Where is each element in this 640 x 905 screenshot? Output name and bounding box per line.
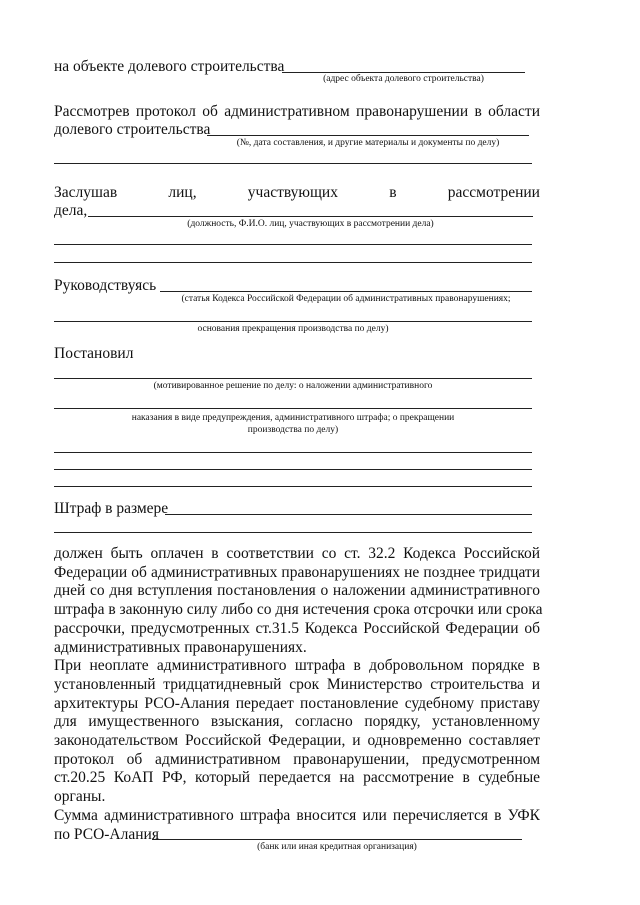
reviewed-label: долевого строительства (54, 121, 211, 138)
decision-hint-3: производства по делу) (247, 425, 339, 435)
heard-line-1 (54, 184, 540, 202)
nonpayment-line: законодательством Российской Федерации, и одновременно составляет (54, 732, 540, 749)
nonpayment-line: При неоплате административного штрафа в добровольном порядке в (54, 657, 540, 675)
protocol-details-field[interactable] (207, 135, 529, 136)
decision-hint-2: наказания в виде предупреждения, административного штрафа; о прекращении (131, 413, 455, 423)
sum-label: по РСО-Алания (54, 825, 159, 843)
heard-label: дела, (54, 202, 88, 219)
participants-hint: (должность, Ф.И.О. лиц, участвующих в рассмотрении дела) (187, 219, 434, 229)
nonpayment-line: протокол об административном правонарушении, предусмотренном (54, 750, 540, 768)
object-label: на объекте долевого строительства (54, 58, 285, 75)
participants-field-2[interactable] (54, 244, 532, 245)
protocol-details-hint: (№, дата составления, и другие материалы и документы по делу) (236, 138, 500, 148)
heard-word: рассмотрении (447, 184, 540, 201)
participants-field-3[interactable] (54, 262, 532, 263)
decision-field-5[interactable] (54, 486, 532, 487)
payment-line: рассрочки, предусмотренных ст.31.5 Кодекса Российской Федерации об (54, 619, 540, 637)
fine-amount-field-2[interactable] (54, 532, 532, 533)
nonpayment-line: установленный тридцатидневный срок Министерство строительства и (54, 675, 540, 693)
decision-field[interactable] (54, 378, 532, 379)
heard-word: участвующих (247, 184, 338, 201)
heard-word: Заслушав (54, 184, 118, 201)
payment-line-last: административных правонарушениях. (54, 638, 307, 656)
sum-line: Сумма административного штрафа вносится или перечисляется в УФК (54, 806, 540, 824)
reviewed-line-1: Рассмотрев протокол об административном правонарушении в области (54, 103, 540, 120)
payment-line: штрафа в законную силу либо со дня истечения срока отсрочки или срока (54, 601, 543, 619)
bank-field[interactable] (152, 839, 522, 840)
nonpayment-line: архитектуры РСО-Алания передает постановление судебному приставу (54, 694, 540, 712)
decision-hint-1: (мотивированное решение по делу: о наложении административного (153, 381, 433, 391)
legal-basis-field-2[interactable] (54, 321, 532, 322)
fine-amount-field[interactable] (165, 514, 532, 515)
protocol-details-field-2[interactable] (54, 163, 532, 164)
decision-field-4[interactable] (54, 469, 532, 470)
legal-basis-hint-1: (статья Кодекса Российской Федерации об административных правонарушениях; (181, 294, 511, 304)
object-address-hint: (адрес объекта долевого строительства) (323, 74, 484, 84)
nonpayment-line-last: органы. (54, 788, 106, 806)
decision-field-2[interactable] (54, 408, 532, 409)
heard-word: в (389, 184, 397, 201)
bank-hint: (банк или иная кредитная организация) (257, 842, 417, 852)
legal-basis-field[interactable] (160, 291, 532, 292)
decision-field-3[interactable] (54, 452, 532, 453)
heard-word: лиц, (168, 184, 197, 201)
nonpayment-line: ст.20.25 КоАП РФ, который передается на рассмотрение в судебные (54, 769, 540, 787)
guided-label: Руководствуясь (54, 277, 157, 294)
nonpayment-line: для имущественного взыскания, согласно порядку, установленному (54, 713, 540, 731)
payment-line: Федерации об административных правонарушениях не позднее тридцати (54, 563, 540, 581)
fine-label: Штраф в размере (54, 500, 169, 517)
payment-line: должен быть оплачен в соответствии со ст. 32.2 Кодекса Российской (54, 545, 540, 562)
legal-basis-hint-2: основания прекращения производства по делу) (197, 324, 389, 334)
participants-field[interactable] (88, 216, 533, 217)
decided-label: Постановил (54, 345, 134, 362)
payment-line: дней со дня вступления постановления о наложении административного (54, 582, 540, 600)
